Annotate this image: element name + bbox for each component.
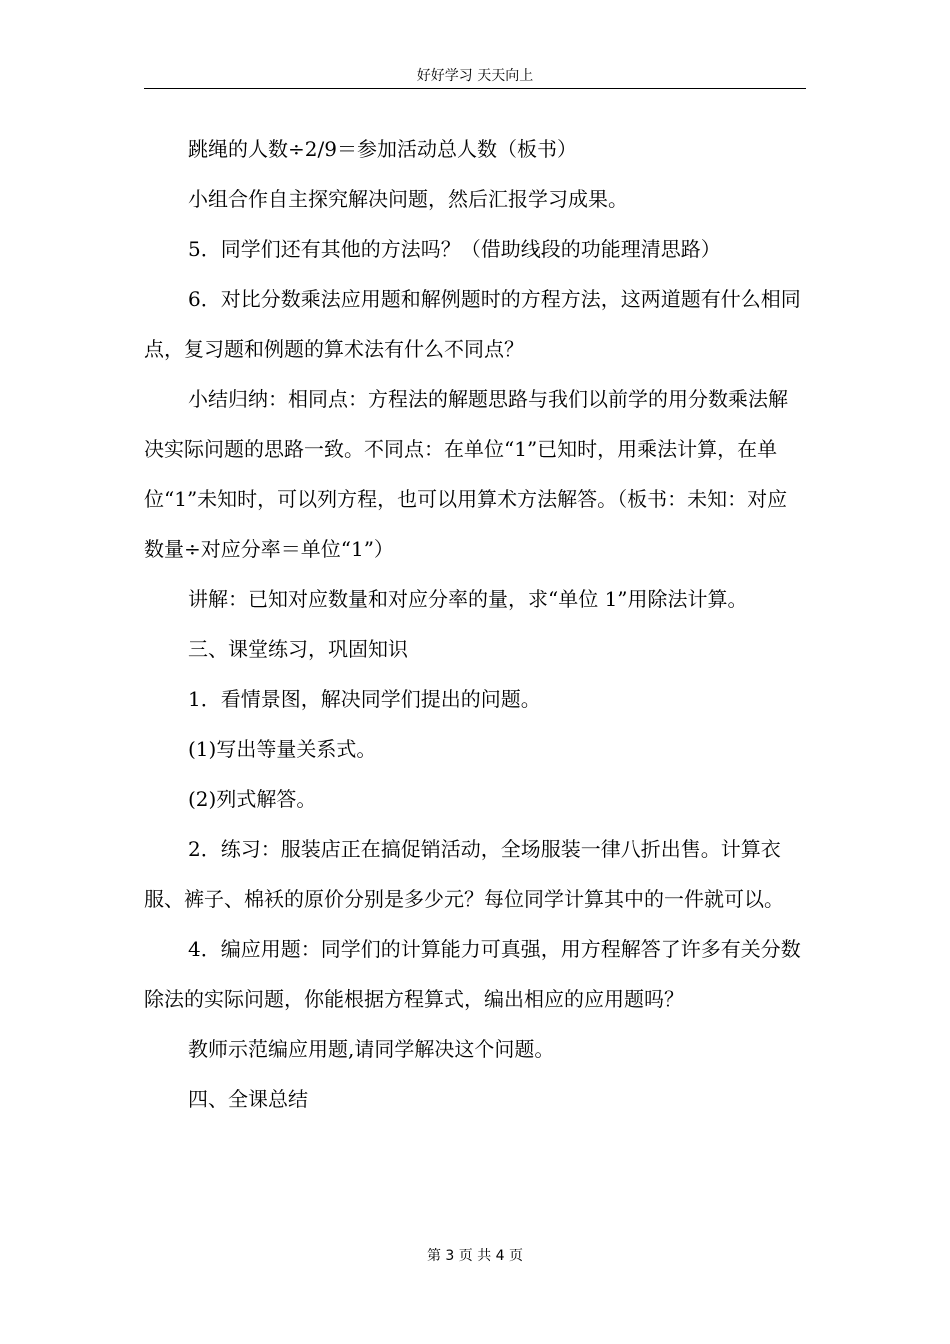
section-heading: 三、课堂练习，巩固知识 [188, 637, 408, 661]
paragraph: 1．看情景图，解决同学们提出的问题。 [188, 687, 541, 711]
page-header [144, 66, 806, 89]
paragraph: 教师示范编应用题,请同学解决这个问题。 [188, 1037, 555, 1061]
section-heading: 四、全课总结 [188, 1087, 308, 1111]
paragraph: 讲解：已知对应数量和对应分率的量，求“单位 1”用除法计算。 [188, 587, 748, 611]
paragraph: 4．编应用题：同学们的计算能力可真强，用方程解答了许多有关分数除法的实际问题，你能根据方程算式，编出相应的应用题吗？ [144, 937, 801, 1011]
paragraph: 跳绳的人数÷2/9＝参加活动总人数（板书） [188, 137, 577, 161]
paragraph: 小结归纳：相同点：方程法的解题思路与我们以前学的用分数乘法解决实际问题的思路一致。不同点：在单位“1”已知时，用乘法计算，在单位“1”未知时，可以列方程，也可以用算术方法解答。（板书：未知：对应数量÷对应分率＝单位“1”） [144, 387, 788, 561]
paragraph: 6．对比分数乘法应用题和解例题时的方程方法，这两道题有什么相同点，复习题和例题的算术法有什么不同点？ [144, 287, 801, 361]
document-body [144, 124, 806, 1124]
page-footer [0, 1246, 950, 1266]
header-text: 好好学习 天天向上 [416, 68, 534, 84]
paragraph: 小组合作自主探究解决问题，然后汇报学习成果。 [188, 187, 628, 211]
page-number: 第 3 页 共 4 页 [426, 1248, 524, 1264]
paragraph: 5．同学们还有其他的方法吗？（借助线段的功能理清思路） [188, 237, 721, 261]
paragraph: 2．练习：服装店正在搞促销活动，全场服装一律八折出售。计算衣服、裤子、棉袄的原价分别是多少元？每位同学计算其中的一件就可以。 [144, 837, 784, 911]
paragraph: (2)列式解答。 [188, 787, 317, 811]
paragraph: (1)写出等量关系式。 [188, 737, 377, 761]
